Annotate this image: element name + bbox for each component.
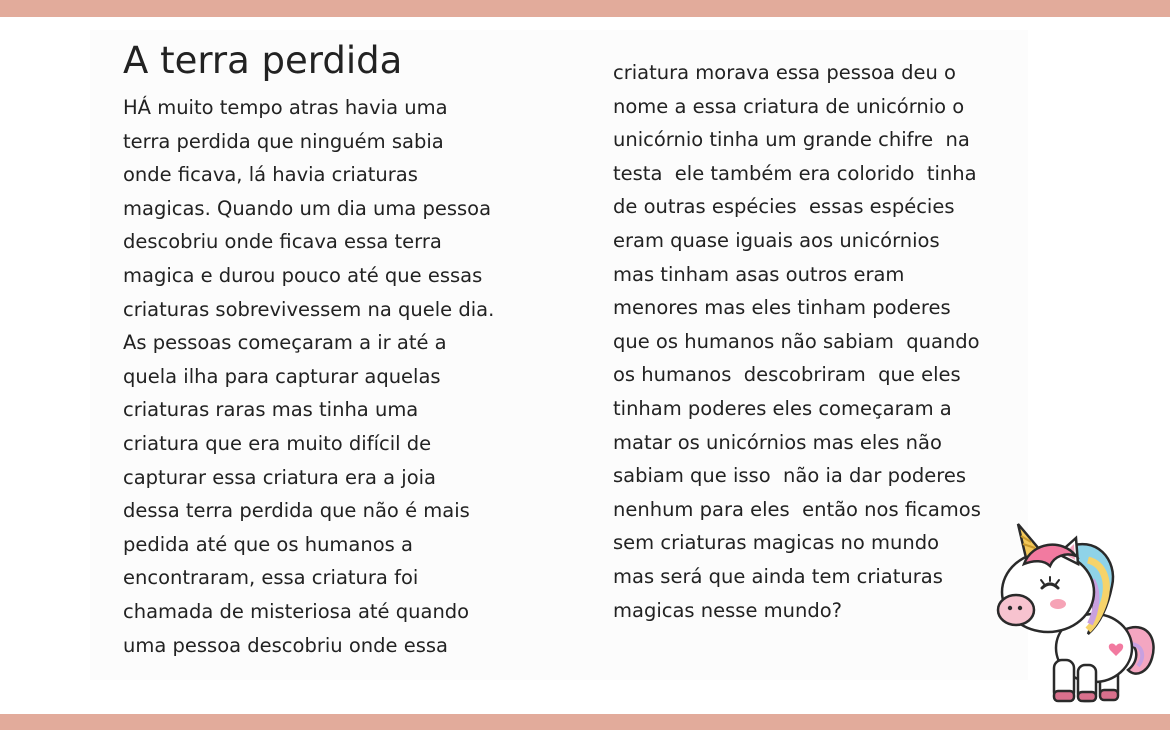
text-line: quela ilha para capturar aquelas [123, 364, 441, 388]
text-line: unicórnio tinha um grande chifre na [613, 128, 970, 152]
text-line: encontraram, essa criatura foi [123, 566, 419, 590]
text-line: dessa terra perdida que não é mais [123, 499, 470, 523]
text-line: tinham poderes eles começaram a [613, 396, 952, 420]
text-line: As pessoas começaram a ir até a [123, 331, 447, 355]
text-line: de outras espécies essas espécies [613, 195, 955, 219]
text-line: pedida até que os humanos a [123, 532, 413, 556]
text-line: criatura morava essa pessoa deu o [613, 61, 956, 84]
text-line: eram quase iguais aos unicórnios [613, 228, 940, 252]
text-line: terra perdida que ninguém sabia [123, 129, 444, 153]
right-text-column [613, 56, 981, 627]
bottom-border-band [0, 714, 1170, 730]
text-line: sabiam que isso não ia dar poderes [613, 464, 967, 488]
text-line: nenhum para eles então nos ficamos [613, 497, 981, 521]
text-line: os humanos descobriram que eles [613, 363, 961, 387]
text-line: mas será que ainda tem criaturas [613, 564, 943, 588]
top-border-band [0, 0, 1170, 17]
text-line: magicas. Quando um dia uma pessoa [123, 196, 492, 220]
unicorn-icon [996, 520, 1162, 710]
text-line: nome a essa criatura de unicórnio o [613, 94, 965, 118]
text-line: que os humanos não sabiam quando [613, 329, 980, 353]
text-line: magicas nesse mundo? [613, 598, 843, 622]
text-line: chamada de misteriosa até quando [123, 599, 470, 623]
left-text-column [123, 91, 494, 662]
text-line: onde ficava, lá havia criaturas [123, 163, 418, 187]
text-line: criaturas raras mas tinha uma [123, 398, 419, 422]
text-line: sem criaturas magicas no mundo [613, 531, 940, 555]
text-line: HÁ muito tempo atras havia uma [123, 96, 448, 119]
text-line: testa ele também era colorido tinha [613, 161, 977, 185]
text-line: matar os unicórnios mas eles não [613, 430, 942, 454]
text-line: uma pessoa descobriu onde essa [123, 633, 448, 657]
text-line: criatura que era muito difícil de [123, 431, 432, 455]
story-title: A terra perdida [123, 39, 403, 82]
text-line: menores mas eles tinham poderes [613, 296, 951, 320]
text-line: magica e durou pouco até que essas [123, 263, 483, 287]
text-line: capturar essa criatura era a joia [123, 465, 436, 489]
text-line: descobriu onde ficava essa terra [123, 230, 442, 254]
text-line: mas tinham asas outros eram [613, 262, 905, 286]
text-line: criaturas sobrevivessem na quele dia. [123, 297, 495, 321]
